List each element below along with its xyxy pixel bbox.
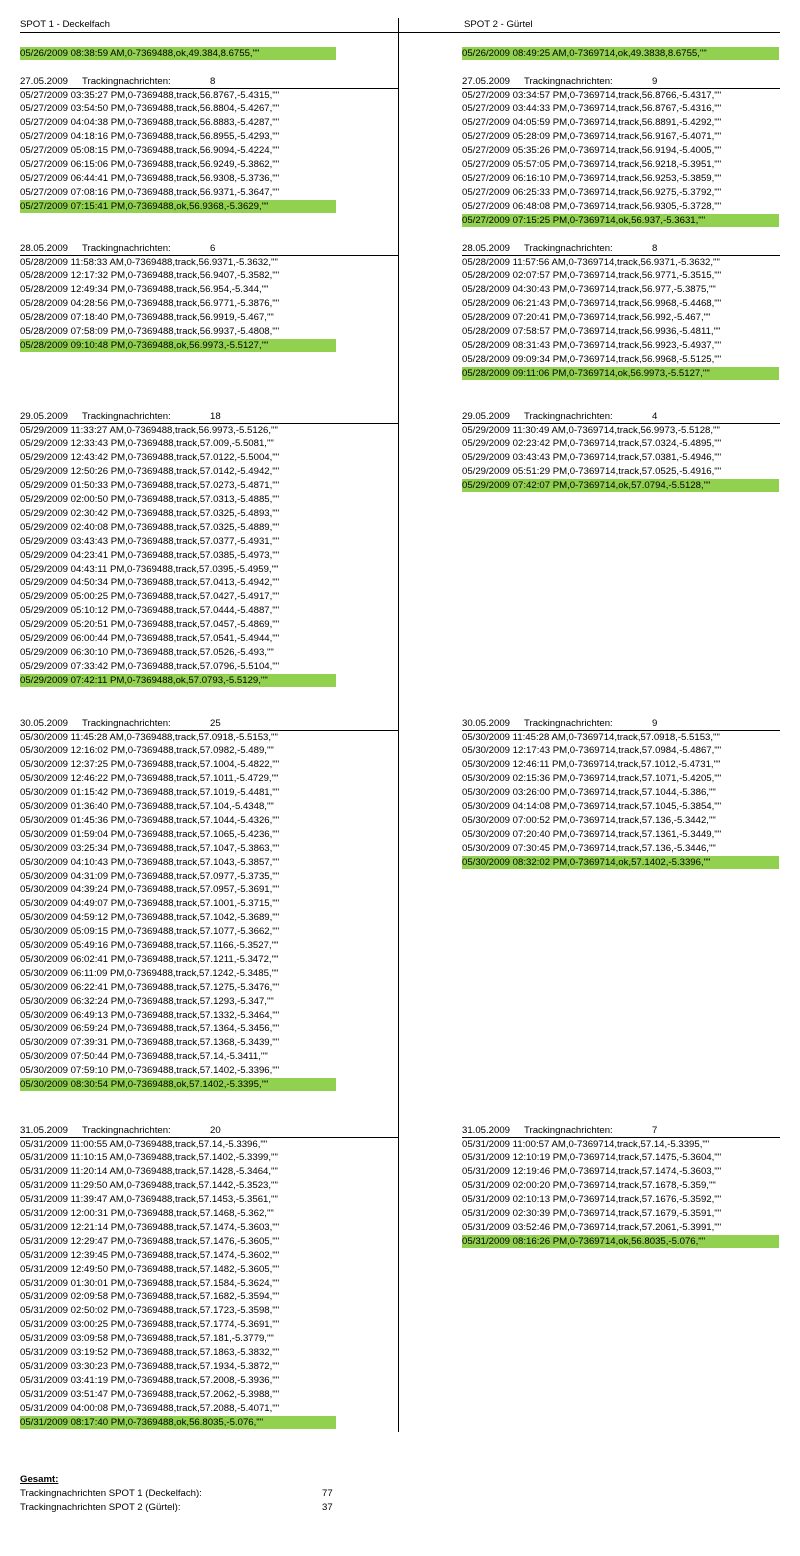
track-row: 05/27/2009 05:08:15 PM,0-7369488,track,56.9094,-5.4224,"" — [20, 145, 280, 157]
track-row: 05/30/2009 03:26:00 PM,0-7369714,track,57.1044,-5.386,"" — [462, 787, 716, 799]
track-row: 05/29/2009 02:00:50 PM,0-7369488,track,57.0313,-5.4885,"" — [20, 494, 280, 505]
track-row: 05/30/2009 03:25:34 PM,0-7369488,track,57.1047,-5.3863,"" — [20, 842, 280, 854]
day-count: 4 — [652, 411, 658, 422]
track-row: 05/29/2009 04:43:11 PM,0-7369488,track,57.0395,-5.4959,"" — [20, 563, 279, 575]
track-row: 05/27/2009 03:34:57 PM,0-7369714,track,56.8766,-5.4317,"" — [462, 89, 722, 101]
track-row: 05/30/2009 07:39:31 PM,0-7369488,track,57.1368,-5.3439,"" — [20, 1037, 280, 1049]
spot2-start-row: 05/26/2009 08:49:25 AM,0-7369714,ok,49.3838,8.6755,"" — [462, 47, 779, 60]
track-row: 05/27/2009 07:08:16 PM,0-7369488,track,56.9371,-5.3647,"" — [20, 186, 280, 198]
track-row: 05/31/2009 12:19:46 PM,0-7369714,track,57.1474,-5.3603,"" — [462, 1166, 722, 1178]
day-label: Trackingnachrichten: — [524, 1125, 613, 1136]
summary-heading: Gesamt: — [20, 1474, 59, 1485]
track-row: 05/28/2009 07:58:57 PM,0-7369714,track,56.9936,-5.4811,"" — [462, 326, 721, 337]
track-row: 05/30/2009 04:14:08 PM,0-7369714,track,57.1045,-5.3854,"" — [462, 801, 722, 812]
track-row: 05/31/2009 12:39:45 PM,0-7369488,track,57.1474,-5.3602,"" — [20, 1249, 280, 1261]
track-row: 05/27/2009 05:57:05 PM,0-7369714,track,56.9218,-5.3951,"" — [462, 159, 722, 170]
track-row: 05/29/2009 12:33:43 PM,0-7369488,track,57.009,-5.5081,"" — [20, 438, 274, 450]
track-row: 05/30/2009 02:15:36 PM,0-7369714,track,57.1071,-5.4205,"" — [462, 773, 722, 785]
track-row: 05/29/2009 03:43:43 PM,0-7369488,track,57.0377,-5.4931,"" — [20, 535, 280, 547]
track-row: 05/29/2009 04:50:34 PM,0-7369488,track,57.0413,-5.4942,"" — [20, 577, 280, 589]
track-row: 05/27/2009 05:35:26 PM,0-7369714,track,56.9194,-5.4005,"" — [462, 145, 722, 157]
day-count: 8 — [210, 76, 216, 87]
track-row: 05/30/2009 12:46:11 PM,0-7369714,track,57.1012,-5.4731,"" — [462, 759, 721, 771]
track-row: 05/31/2009 03:51:47 PM,0-7369488,track,57.2062,-5.3988,"" — [20, 1388, 280, 1400]
track-row: 05/30/2009 04:49:07 PM,0-7369488,track,57.1001,-5.3715,"" — [20, 898, 280, 910]
day-label: Trackingnachrichten: — [524, 718, 613, 729]
track-row: 05/30/2009 06:32:24 PM,0-7369488,track,57.1293,-5.347,"" — [20, 995, 274, 1007]
day-date: 29.05.2009 — [462, 411, 511, 422]
track-row: 05/31/2009 03:30:23 PM,0-7369488,track,57.1934,-5.3872,"" — [20, 1360, 280, 1372]
track-row: 05/27/2009 04:18:16 PM,0-7369488,track,56.8955,-5.4293,"" — [20, 131, 280, 143]
ok-row: 05/27/2009 07:15:41 PM,0-7369488,ok,56.9368,-5.3629,"" — [20, 200, 336, 213]
ok-row: 05/29/2009 07:42:07 PM,0-7369714,ok,57.0794,-5.5128,"" — [462, 479, 779, 492]
track-row: 05/30/2009 01:59:04 PM,0-7369488,track,57.1065,-5.4236,"" — [20, 828, 280, 840]
track-row: 05/29/2009 05:20:51 PM,0-7369488,track,57.0457,-5.4869,"" — [20, 619, 280, 631]
day-count: 18 — [210, 411, 221, 422]
track-row: 05/30/2009 07:00:52 PM,0-7369714,track,57.136,-5.3442,"" — [462, 814, 716, 826]
track-row: 05/31/2009 12:29:47 PM,0-7369488,track,57.1476,-5.3605,"" — [20, 1235, 280, 1247]
spot1-title: SPOT 1 - Deckelfach — [20, 19, 110, 30]
spot2-title: SPOT 2 - Gürtel — [464, 19, 533, 30]
track-row: 05/27/2009 06:48:08 PM,0-7369714,track,56.9305,-5.3728,"" — [462, 200, 722, 212]
track-row: 05/31/2009 11:20:14 AM,0-7369488,track,57.1428,-5.3464,"" — [20, 1166, 278, 1178]
track-row: 05/29/2009 01:50:33 PM,0-7369488,track,57.0273,-5.4871,"" — [20, 480, 280, 492]
day-count: 9 — [652, 718, 658, 729]
track-row: 05/30/2009 04:31:09 PM,0-7369488,track,57.0977,-5.3735,"" — [20, 870, 280, 882]
spot1-day-header — [20, 717, 398, 730]
ok-row: 05/31/2009 08:16:26 PM,0-7369714,ok,56.8035,-5.076,"" — [462, 1235, 779, 1248]
track-row: 05/28/2009 12:49:34 PM,0-7369488,track,56.954,-5.344,"" — [20, 284, 269, 296]
track-row: 05/31/2009 11:29:50 AM,0-7369488,track,57.1442,-5.3523,"" — [20, 1180, 278, 1192]
track-row: 05/28/2009 04:30:43 PM,0-7369714,track,56.977,-5.3875,"" — [462, 284, 716, 296]
track-row: 05/30/2009 01:36:40 PM,0-7369488,track,57.104,-5.4348,"" — [20, 801, 274, 812]
track-row: 05/30/2009 06:22:41 PM,0-7369488,track,57.1275,-5.3476,"" — [20, 981, 280, 993]
track-row: 05/30/2009 12:16:02 PM,0-7369488,track,57.0982,-5.489,"" — [20, 745, 274, 757]
day-label: Trackingnachrichten: — [524, 76, 613, 87]
spot2-day-header — [462, 717, 780, 730]
track-row: 05/31/2009 03:00:25 PM,0-7369488,track,57.1774,-5.3691,"" — [20, 1319, 280, 1331]
track-row: 05/31/2009 11:00:55 AM,0-7369488,track,57.14,-5.3396,"" — [20, 1138, 268, 1150]
track-row: 05/29/2009 02:23:42 PM,0-7369714,track,57.0324,-5.4895,"" — [462, 438, 722, 450]
day-date: 27.05.2009 — [462, 76, 511, 87]
day-date: 31.05.2009 — [462, 1125, 511, 1136]
track-row: 05/28/2009 04:28:56 PM,0-7369488,track,56.9771,-5.3876,"" — [20, 298, 280, 310]
day-label: Trackingnachrichten: — [82, 411, 171, 422]
spot2-day-header — [462, 75, 780, 88]
day-date: 31.05.2009 — [20, 1125, 69, 1136]
ok-row: 05/28/2009 09:11:06 PM,0-7369714,ok,56.9973,-5.5127,"" — [462, 367, 779, 380]
ok-row: 05/30/2009 08:32:02 PM,0-7369714,ok,57.1402,-5.3396,"" — [462, 856, 779, 869]
track-row: 05/28/2009 06:21:43 PM,0-7369714,track,56.9968,-5.4468,"" — [462, 298, 722, 310]
track-row: 05/29/2009 11:30:49 AM,0-7369714,track,56.9973,-5.5128,"" — [462, 424, 720, 436]
ok-row: 05/30/2009 08:30:54 PM,0-7369488,ok,57.1402,-5.3395,"" — [20, 1078, 336, 1091]
track-row: 05/27/2009 05:28:09 PM,0-7369714,track,56.9167,-5.4071,"" — [462, 131, 722, 143]
track-row: 05/31/2009 02:50:02 PM,0-7369488,track,57.1723,-5.3598,"" — [20, 1305, 280, 1317]
day-date: 27.05.2009 — [20, 76, 69, 87]
track-row: 05/30/2009 07:50:44 PM,0-7369488,track,57.14,-5.3411,"" — [20, 1051, 268, 1063]
track-row: 05/29/2009 05:51:29 PM,0-7369714,track,57.0525,-5.4916,"" — [462, 466, 722, 478]
track-row: 05/31/2009 02:00:20 PM,0-7369714,track,57.1678,-5.359,"" — [462, 1180, 716, 1192]
track-row: 05/28/2009 11:57:56 AM,0-7369714,track,56.9371,-5.3632,"" — [462, 256, 720, 268]
track-row: 05/31/2009 11:00:57 AM,0-7369714,track,57.14,-5.3395,"" — [462, 1138, 710, 1150]
track-row: 05/30/2009 06:49:13 PM,0-7369488,track,57.1332,-5.3464,"" — [20, 1009, 280, 1021]
track-row: 05/27/2009 03:54:50 PM,0-7369488,track,56.8804,-5.4267,"" — [20, 103, 280, 115]
track-row: 05/31/2009 02:10:13 PM,0-7369714,track,57.1676,-5.3592,"" — [462, 1194, 722, 1206]
track-row: 05/29/2009 06:00:44 PM,0-7369488,track,57.0541,-5.4944,"" — [20, 633, 280, 644]
day-count: 7 — [652, 1125, 658, 1136]
track-row: 05/30/2009 01:15:42 PM,0-7369488,track,57.1019,-5.4481,"" — [20, 787, 280, 799]
track-row: 05/30/2009 04:39:24 PM,0-7369488,track,57.0957,-5.3691,"" — [20, 884, 280, 896]
track-row: 05/29/2009 03:43:43 PM,0-7369714,track,57.0381,-5.4946,"" — [462, 452, 722, 464]
day-date: 30.05.2009 — [462, 718, 511, 729]
track-row: 05/28/2009 07:58:09 PM,0-7369488,track,56.9937,-5.4808,"" — [20, 326, 280, 337]
track-row: 05/28/2009 12:17:32 PM,0-7369488,track,56.9407,-5.3582,"" — [20, 270, 280, 282]
track-row: 05/27/2009 06:25:33 PM,0-7369714,track,56.9275,-5.3792,"" — [462, 186, 722, 198]
summary-spot2-value: 37 — [322, 1502, 333, 1513]
track-row: 05/30/2009 11:45:28 AM,0-7369714,track,57.0918,-5.5153,"" — [462, 731, 720, 743]
day-label: Trackingnachrichten: — [82, 1125, 171, 1136]
ok-row: 05/27/2009 07:15:25 PM,0-7369714,ok,56.937,-5.3631,"" — [462, 214, 779, 227]
track-row: 05/30/2009 12:46:22 PM,0-7369488,track,57.1011,-5.4729,"" — [20, 773, 279, 785]
track-row: 05/31/2009 12:49:50 PM,0-7369488,track,57.1482,-5.3605,"" — [20, 1263, 280, 1275]
track-row: 05/30/2009 11:45:28 AM,0-7369488,track,57.0918,-5.5153,"" — [20, 731, 278, 743]
track-row: 05/31/2009 02:09:58 PM,0-7369488,track,57.1682,-5.3594,"" — [20, 1291, 280, 1303]
day-date: 28.05.2009 — [20, 243, 69, 254]
track-row: 05/27/2009 04:05:59 PM,0-7369714,track,56.8891,-5.4292,"" — [462, 117, 722, 129]
track-row: 05/27/2009 04:04:38 PM,0-7369488,track,56.8883,-5.4287,"" — [20, 117, 280, 129]
track-row: 05/30/2009 06:59:24 PM,0-7369488,track,57.1364,-5.3456,"" — [20, 1023, 280, 1035]
track-row: 05/29/2009 05:10:12 PM,0-7369488,track,57.0444,-5.4887,"" — [20, 605, 280, 617]
track-row: 05/31/2009 03:52:46 PM,0-7369714,track,57.2061,-5.3991,"" — [462, 1221, 722, 1233]
track-row: 05/29/2009 04:23:41 PM,0-7369488,track,57.0385,-5.4973,"" — [20, 549, 280, 561]
track-row: 05/28/2009 08:31:43 PM,0-7369714,track,56.9923,-5.4937,"" — [462, 339, 722, 351]
track-row: 05/30/2009 04:10:43 PM,0-7369488,track,57.1043,-5.3857,"" — [20, 856, 280, 868]
track-row: 05/27/2009 06:15:06 PM,0-7369488,track,56.9249,-5.3862,"" — [20, 159, 280, 170]
track-row: 05/27/2009 03:44:33 PM,0-7369714,track,56.8767,-5.4316,"" — [462, 103, 722, 115]
ok-row: 05/28/2009 09:10:48 PM,0-7369488,ok,56.9973,-5.5127,"" — [20, 339, 336, 352]
ok-row: 05/31/2009 08:17:40 PM,0-7369488,ok,56.8035,-5.076,"" — [20, 1416, 336, 1429]
track-row: 05/29/2009 12:43:42 PM,0-7369488,track,57.0122,-5.5004,"" — [20, 452, 280, 464]
track-row: 05/28/2009 02:07:57 PM,0-7369714,track,56.9771,-5.3515,"" — [462, 270, 722, 282]
track-row: 05/31/2009 11:39:47 AM,0-7369488,track,57.1453,-5.3561,"" — [20, 1194, 278, 1206]
column-divider — [398, 18, 399, 1432]
spot1-day-header — [20, 75, 398, 88]
day-count: 6 — [210, 243, 216, 254]
track-row: 05/31/2009 12:10:19 PM,0-7369714,track,57.1475,-5.3604,"" — [462, 1152, 722, 1164]
track-row: 05/28/2009 11:58:33 AM,0-7369488,track,56.9371,-5.3632,"" — [20, 256, 278, 268]
summary-spot2-label: Trackingnachrichten SPOT 2 (Gürtel): — [20, 1502, 181, 1513]
day-count: 25 — [210, 718, 221, 729]
track-row: 05/30/2009 07:30:45 PM,0-7369714,track,57.136,-5.3446,"" — [462, 842, 716, 854]
spot1-day-header — [20, 242, 398, 255]
day-date: 30.05.2009 — [20, 718, 69, 729]
track-row: 05/31/2009 02:30:39 PM,0-7369714,track,57.1679,-5.3591,"" — [462, 1208, 722, 1219]
summary-spot1-label: Trackingnachrichten SPOT 1 (Deckelfach): — [20, 1488, 202, 1499]
spot1-day-header — [20, 1124, 398, 1137]
track-row: 05/29/2009 05:00:25 PM,0-7369488,track,57.0427,-5.4917,"" — [20, 591, 280, 603]
track-row: 05/31/2009 01:30:01 PM,0-7369488,track,57.1584,-5.3624,"" — [20, 1277, 280, 1289]
track-row: 05/28/2009 09:09:34 PM,0-7369714,track,56.9968,-5.5125,"" — [462, 353, 722, 365]
track-row: 05/29/2009 11:33:27 AM,0-7369488,track,56.9973,-5.5126,"" — [20, 424, 278, 436]
track-row: 05/30/2009 06:11:09 PM,0-7369488,track,57.1242,-5.3485,"" — [20, 967, 279, 979]
day-label: Trackingnachrichten: — [524, 411, 613, 422]
track-row: 05/31/2009 04:00:08 PM,0-7369488,track,57.2088,-5.4071,"" — [20, 1402, 280, 1414]
track-row: 05/29/2009 07:33:42 PM,0-7369488,track,57.0796,-5.5104,"" — [20, 660, 280, 672]
ok-row: 05/29/2009 07:42:11 PM,0-7369488,ok,57.0793,-5.5129,"" — [20, 674, 336, 687]
day-date: 28.05.2009 — [462, 243, 511, 254]
track-row: 05/31/2009 12:21:14 PM,0-7369488,track,57.1474,-5.3603,"" — [20, 1221, 280, 1233]
spot2-day-header — [462, 242, 780, 255]
track-row: 05/29/2009 02:40:08 PM,0-7369488,track,57.0325,-5.4889,"" — [20, 521, 280, 533]
day-label: Trackingnachrichten: — [82, 718, 171, 729]
track-row: 05/30/2009 04:59:12 PM,0-7369488,track,57.1042,-5.3689,"" — [20, 912, 280, 924]
spot2-day-header — [462, 1124, 780, 1137]
track-row: 05/30/2009 12:17:43 PM,0-7369714,track,57.0984,-5.4867,"" — [462, 745, 722, 757]
track-row: 05/27/2009 06:16:10 PM,0-7369714,track,56.9253,-5.3859,"" — [462, 172, 722, 184]
day-count: 8 — [652, 243, 658, 254]
summary-spot1-value: 77 — [322, 1488, 333, 1499]
day-count: 20 — [210, 1125, 221, 1136]
track-row: 05/31/2009 03:09:58 PM,0-7369488,track,57.181,-5.3779,"" — [20, 1333, 274, 1345]
day-date: 29.05.2009 — [20, 411, 69, 422]
track-row: 05/30/2009 06:02:41 PM,0-7369488,track,57.1211,-5.3472,"" — [20, 953, 279, 965]
track-row: 05/27/2009 03:35:27 PM,0-7369488,track,56.8767,-5.4315,"" — [20, 89, 280, 101]
spot1-start-row: 05/26/2009 08:38:59 AM,0-7369488,ok,49.384,8.6755,"" — [20, 47, 336, 60]
track-row: 05/30/2009 07:20:40 PM,0-7369714,track,57.1361,-5.3449,"" — [462, 828, 722, 840]
track-row: 05/29/2009 12:50:26 PM,0-7369488,track,57.0142,-5.4942,"" — [20, 466, 280, 478]
spot2-day-header — [462, 410, 780, 423]
track-row: 05/31/2009 12:00:31 PM,0-7369488,track,57.1468,-5.362,"" — [20, 1208, 274, 1219]
track-row: 05/31/2009 03:19:52 PM,0-7369488,track,57.1863,-5.3832,"" — [20, 1347, 280, 1358]
day-label: Trackingnachrichten: — [524, 243, 613, 254]
track-row: 05/27/2009 06:44:41 PM,0-7369488,track,56.9308,-5.3736,"" — [20, 172, 280, 184]
track-row: 05/30/2009 05:09:15 PM,0-7369488,track,57.1077,-5.3662,"" — [20, 926, 280, 938]
track-row: 05/29/2009 02:30:42 PM,0-7369488,track,57.0325,-5.4893,"" — [20, 507, 280, 519]
track-row: 05/28/2009 07:18:40 PM,0-7369488,track,56.9919,-5.467,"" — [20, 312, 274, 324]
day-count: 9 — [652, 76, 658, 87]
day-label: Trackingnachrichten: — [82, 243, 171, 254]
day-label: Trackingnachrichten: — [82, 76, 171, 87]
track-row: 05/30/2009 05:49:16 PM,0-7369488,track,57.1166,-5.3527,"" — [20, 940, 279, 951]
track-row: 05/30/2009 12:37:25 PM,0-7369488,track,57.1004,-5.4822,"" — [20, 759, 280, 771]
track-row: 05/28/2009 07:20:41 PM,0-7369714,track,56.992,-5.467,"" — [462, 312, 711, 324]
track-row: 05/30/2009 01:45:36 PM,0-7369488,track,57.1044,-5.4326,"" — [20, 814, 280, 826]
track-row: 05/30/2009 07:59:10 PM,0-7369488,track,57.1402,-5.3396,"" — [20, 1065, 280, 1077]
track-row: 05/31/2009 11:10:15 AM,0-7369488,track,57.1402,-5.3399,"" — [20, 1152, 278, 1164]
track-row: 05/31/2009 03:41:19 PM,0-7369488,track,57.2008,-5.3936,"" — [20, 1374, 280, 1386]
spot1-day-header — [20, 410, 398, 423]
header-rule — [20, 32, 780, 33]
track-row: 05/29/2009 06:30:10 PM,0-7369488,track,57.0526,-5.493,"" — [20, 646, 274, 658]
